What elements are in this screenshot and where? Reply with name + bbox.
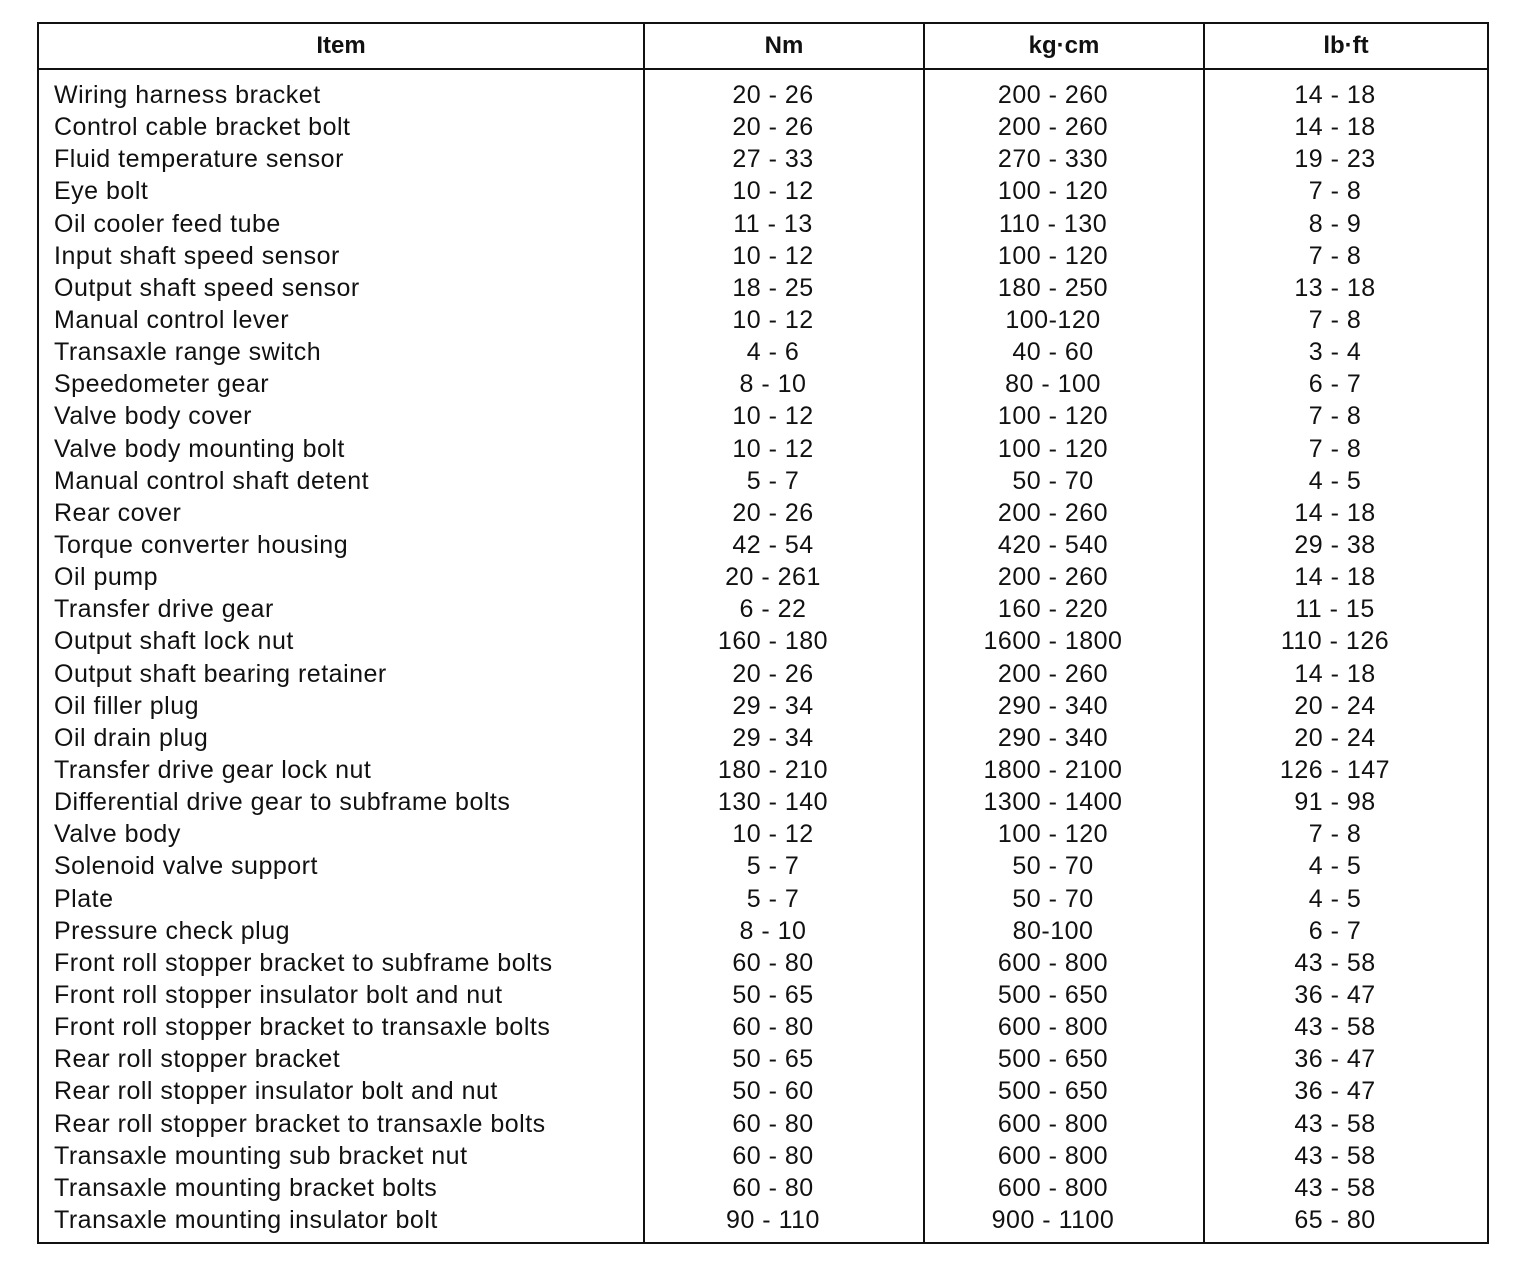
cell-lbft: 7 - 8 — [1204, 240, 1488, 272]
table-row — [38, 883, 1488, 915]
cell-kgcm: 100 - 120 — [924, 818, 1204, 850]
table-body — [38, 69, 1488, 1243]
cell-lbft: 7 - 8 — [1204, 304, 1488, 336]
table-row — [38, 1043, 1488, 1075]
cell-nm: 50 - 65 — [644, 1043, 924, 1075]
cell-kgcm: 100-120 — [924, 304, 1204, 336]
cell-kgcm: 290 - 340 — [924, 722, 1204, 754]
table-row — [38, 336, 1488, 368]
cell-lbft: 65 - 80 — [1204, 1204, 1488, 1243]
table-row — [38, 368, 1488, 400]
table-row — [38, 915, 1488, 947]
cell-item: Manual control lever — [54, 306, 290, 335]
cell-nm: 60 - 80 — [644, 1011, 924, 1043]
cell-item: Input shaft speed sensor — [54, 241, 340, 270]
table-row — [38, 111, 1488, 143]
cell-lbft: 14 - 18 — [1204, 69, 1488, 111]
cell-lbft: 43 - 58 — [1204, 1108, 1488, 1140]
cell-lbft: 7 - 8 — [1204, 818, 1488, 850]
header-row — [38, 23, 1488, 69]
table-row — [38, 400, 1488, 432]
cell-nm: 10 - 12 — [644, 175, 924, 207]
cell-nm: 5 - 7 — [644, 883, 924, 915]
cell-item: Eye bolt — [54, 177, 149, 206]
cell-nm: 10 - 12 — [644, 400, 924, 432]
cell-kgcm: 100 - 120 — [924, 240, 1204, 272]
table-row — [38, 1204, 1488, 1243]
cell-lbft: 6 - 7 — [1204, 915, 1488, 947]
cell-lbft: 7 - 8 — [1204, 433, 1488, 465]
table-row — [38, 1172, 1488, 1204]
header-nm: Nm — [644, 23, 924, 69]
table-row — [38, 850, 1488, 882]
cell-item: Output shaft lock nut — [54, 627, 294, 656]
cell-lbft: 7 - 8 — [1204, 400, 1488, 432]
cell-item: Front roll stopper bracket to transaxle bolts — [54, 1013, 551, 1042]
cell-nm: 60 - 80 — [644, 1172, 924, 1204]
cell-lbft: 6 - 7 — [1204, 368, 1488, 400]
cell-item: Rear roll stopper insulator bolt and nut — [54, 1077, 498, 1106]
cell-lbft: 4 - 5 — [1204, 850, 1488, 882]
cell-lbft: 36 - 47 — [1204, 1075, 1488, 1107]
cell-item: Transaxle range switch — [54, 338, 322, 367]
cell-item: Valve body — [54, 820, 181, 849]
cell-item: Wiring harness bracket — [54, 81, 321, 110]
cell-item: Rear roll stopper bracket to transaxle bolts — [54, 1109, 546, 1138]
cell-kgcm: 900 - 1100 — [924, 1204, 1204, 1243]
cell-lbft: 19 - 23 — [1204, 143, 1488, 175]
cell-kgcm: 600 - 800 — [924, 1172, 1204, 1204]
table-row — [38, 175, 1488, 207]
cell-kgcm: 600 - 800 — [924, 1108, 1204, 1140]
cell-kgcm: 500 - 650 — [924, 979, 1204, 1011]
cell-item: Rear cover — [54, 498, 182, 527]
cell-item: Fluid temperature sensor — [54, 145, 344, 174]
cell-kgcm: 200 - 260 — [924, 111, 1204, 143]
table-row — [38, 240, 1488, 272]
cell-item: Rear roll stopper bracket — [54, 1045, 341, 1074]
cell-nm: 6 - 22 — [644, 593, 924, 625]
table-row — [38, 143, 1488, 175]
cell-nm: 180 - 210 — [644, 754, 924, 786]
cell-item: Transaxle mounting insulator bolt — [54, 1205, 438, 1234]
table-row — [38, 497, 1488, 529]
cell-lbft: 13 - 18 — [1204, 272, 1488, 304]
cell-lbft: 36 - 47 — [1204, 1043, 1488, 1075]
table-row — [38, 690, 1488, 722]
cell-item: Valve body cover — [54, 402, 252, 431]
table-row — [38, 658, 1488, 690]
table-row — [38, 1140, 1488, 1172]
cell-nm: 8 - 10 — [644, 368, 924, 400]
cell-nm: 11 - 13 — [644, 208, 924, 240]
cell-kgcm: 50 - 70 — [924, 883, 1204, 915]
table-row — [38, 1011, 1488, 1043]
table-row — [38, 433, 1488, 465]
cell-nm: 60 - 80 — [644, 947, 924, 979]
cell-kgcm: 200 - 260 — [924, 497, 1204, 529]
cell-nm: 10 - 12 — [644, 240, 924, 272]
cell-kgcm: 100 - 120 — [924, 400, 1204, 432]
table-row — [38, 593, 1488, 625]
cell-kgcm: 80-100 — [924, 915, 1204, 947]
cell-kgcm: 200 - 260 — [924, 69, 1204, 111]
cell-kgcm: 600 - 800 — [924, 1140, 1204, 1172]
cell-lbft: 14 - 18 — [1204, 561, 1488, 593]
cell-kgcm: 420 - 540 — [924, 529, 1204, 561]
cell-nm: 8 - 10 — [644, 915, 924, 947]
cell-nm: 29 - 34 — [644, 690, 924, 722]
table-row — [38, 1108, 1488, 1140]
cell-lbft: 14 - 18 — [1204, 497, 1488, 529]
cell-lbft: 43 - 58 — [1204, 947, 1488, 979]
cell-kgcm: 270 - 330 — [924, 143, 1204, 175]
cell-kgcm: 500 - 650 — [924, 1043, 1204, 1075]
cell-item: Oil drain plug — [54, 723, 209, 752]
cell-lbft: 14 - 18 — [1204, 111, 1488, 143]
table-row — [38, 979, 1488, 1011]
cell-kgcm: 40 - 60 — [924, 336, 1204, 368]
cell-nm: 20 - 26 — [644, 111, 924, 143]
cell-item: Transfer drive gear — [54, 595, 274, 624]
cell-nm: 20 - 26 — [644, 658, 924, 690]
cell-lbft: 4 - 5 — [1204, 465, 1488, 497]
cell-kgcm: 200 - 260 — [924, 561, 1204, 593]
cell-item: Plate — [54, 884, 114, 913]
table-row — [38, 722, 1488, 754]
cell-kgcm: 160 - 220 — [924, 593, 1204, 625]
cell-nm: 20 - 26 — [644, 497, 924, 529]
cell-lbft: 11 - 15 — [1204, 593, 1488, 625]
cell-kgcm: 80 - 100 — [924, 368, 1204, 400]
cell-kgcm: 50 - 70 — [924, 465, 1204, 497]
table-row — [38, 625, 1488, 657]
cell-kgcm: 600 - 800 — [924, 1011, 1204, 1043]
cell-lbft: 91 - 98 — [1204, 786, 1488, 818]
cell-lbft: 7 - 8 — [1204, 175, 1488, 207]
cell-nm: 27 - 33 — [644, 143, 924, 175]
cell-kgcm: 100 - 120 — [924, 433, 1204, 465]
table-row — [38, 208, 1488, 240]
cell-kgcm: 180 - 250 — [924, 272, 1204, 304]
cell-item: Front roll stopper insulator bolt and nut — [54, 981, 503, 1009]
cell-item: Differential drive gear to subframe bolts — [54, 788, 511, 817]
table-row — [38, 69, 1488, 111]
cell-item: Valve body mounting bolt — [54, 434, 345, 463]
cell-item: Transaxle mounting sub bracket nut — [54, 1141, 468, 1170]
cell-nm: 90 - 110 — [644, 1204, 924, 1243]
table-row — [38, 304, 1488, 336]
cell-kgcm: 50 - 70 — [924, 850, 1204, 882]
cell-item: Torque converter housing — [54, 531, 349, 560]
header-kgcm: kg·cm — [924, 23, 1204, 69]
cell-kgcm: 290 - 340 — [924, 690, 1204, 722]
cell-item: Manual control shaft detent — [54, 466, 370, 495]
cell-nm: 60 - 80 — [644, 1140, 924, 1172]
cell-kgcm: 1600 - 1800 — [924, 625, 1204, 657]
cell-item: Output shaft speed sensor — [54, 273, 360, 302]
cell-nm: 42 - 54 — [644, 529, 924, 561]
cell-item: Control cable bracket bolt — [54, 113, 351, 142]
cell-kgcm: 600 - 800 — [924, 947, 1204, 979]
cell-kgcm: 1800 - 2100 — [924, 754, 1204, 786]
cell-nm: 130 - 140 — [644, 786, 924, 818]
cell-kgcm: 200 - 260 — [924, 658, 1204, 690]
cell-lbft: 3 - 4 — [1204, 336, 1488, 368]
cell-nm: 10 - 12 — [644, 818, 924, 850]
cell-lbft: 43 - 58 — [1204, 1140, 1488, 1172]
cell-kgcm: 110 - 130 — [924, 208, 1204, 240]
cell-item: Speedometer gear — [54, 370, 270, 399]
table-row — [38, 465, 1488, 497]
cell-lbft: 14 - 18 — [1204, 658, 1488, 690]
cell-item: Oil cooler feed tube — [54, 209, 281, 238]
cell-lbft: 29 - 38 — [1204, 529, 1488, 561]
cell-lbft: 20 - 24 — [1204, 690, 1488, 722]
cell-nm: 160 - 180 — [644, 625, 924, 657]
cell-nm: 10 - 12 — [644, 433, 924, 465]
cell-lbft: 110 - 126 — [1204, 625, 1488, 657]
header-lbft: lb·ft — [1204, 23, 1488, 69]
cell-item: Transfer drive gear lock nut — [54, 756, 372, 785]
cell-nm: 20 - 261 — [644, 561, 924, 593]
header-item: Item — [38, 23, 644, 69]
table-row — [38, 754, 1488, 786]
table-row — [38, 786, 1488, 818]
cell-lbft: 126 - 147 — [1204, 754, 1488, 786]
cell-lbft: 43 - 58 — [1204, 1011, 1488, 1043]
table-row — [38, 561, 1488, 593]
cell-nm: 4 - 6 — [644, 336, 924, 368]
cell-lbft: 36 - 47 — [1204, 979, 1488, 1011]
cell-nm: 5 - 7 — [644, 465, 924, 497]
cell-kgcm: 1300 - 1400 — [924, 786, 1204, 818]
torque-spec-table — [37, 22, 1489, 1244]
table-row — [38, 272, 1488, 304]
cell-lbft: 8 - 9 — [1204, 208, 1488, 240]
cell-item: Pressure check plug — [54, 916, 291, 945]
cell-nm: 60 - 80 — [644, 1108, 924, 1140]
cell-kgcm: 100 - 120 — [924, 175, 1204, 207]
cell-item: Front roll stopper bracket to subframe bolts — [54, 948, 553, 977]
cell-nm: 10 - 12 — [644, 304, 924, 336]
cell-nm: 50 - 60 — [644, 1075, 924, 1107]
cell-nm: 50 - 65 — [644, 979, 924, 1011]
table-row — [38, 529, 1488, 561]
table-row — [38, 1075, 1488, 1107]
cell-nm: 20 - 26 — [644, 69, 924, 111]
cell-item: Solenoid valve support — [54, 852, 318, 881]
cell-nm: 18 - 25 — [644, 272, 924, 304]
table-row — [38, 818, 1488, 850]
cell-lbft: 43 - 58 — [1204, 1172, 1488, 1204]
cell-nm: 5 - 7 — [644, 850, 924, 882]
cell-lbft: 20 - 24 — [1204, 722, 1488, 754]
cell-nm: 29 - 34 — [644, 722, 924, 754]
cell-item: Transaxle mounting bracket bolts — [54, 1173, 438, 1202]
cell-item: Oil pump — [54, 563, 159, 592]
cell-kgcm: 500 - 650 — [924, 1075, 1204, 1107]
table-row — [38, 947, 1488, 979]
cell-item: Output shaft bearing retainer — [54, 659, 387, 688]
cell-item: Oil filler plug — [54, 691, 200, 720]
cell-lbft: 4 - 5 — [1204, 883, 1488, 915]
